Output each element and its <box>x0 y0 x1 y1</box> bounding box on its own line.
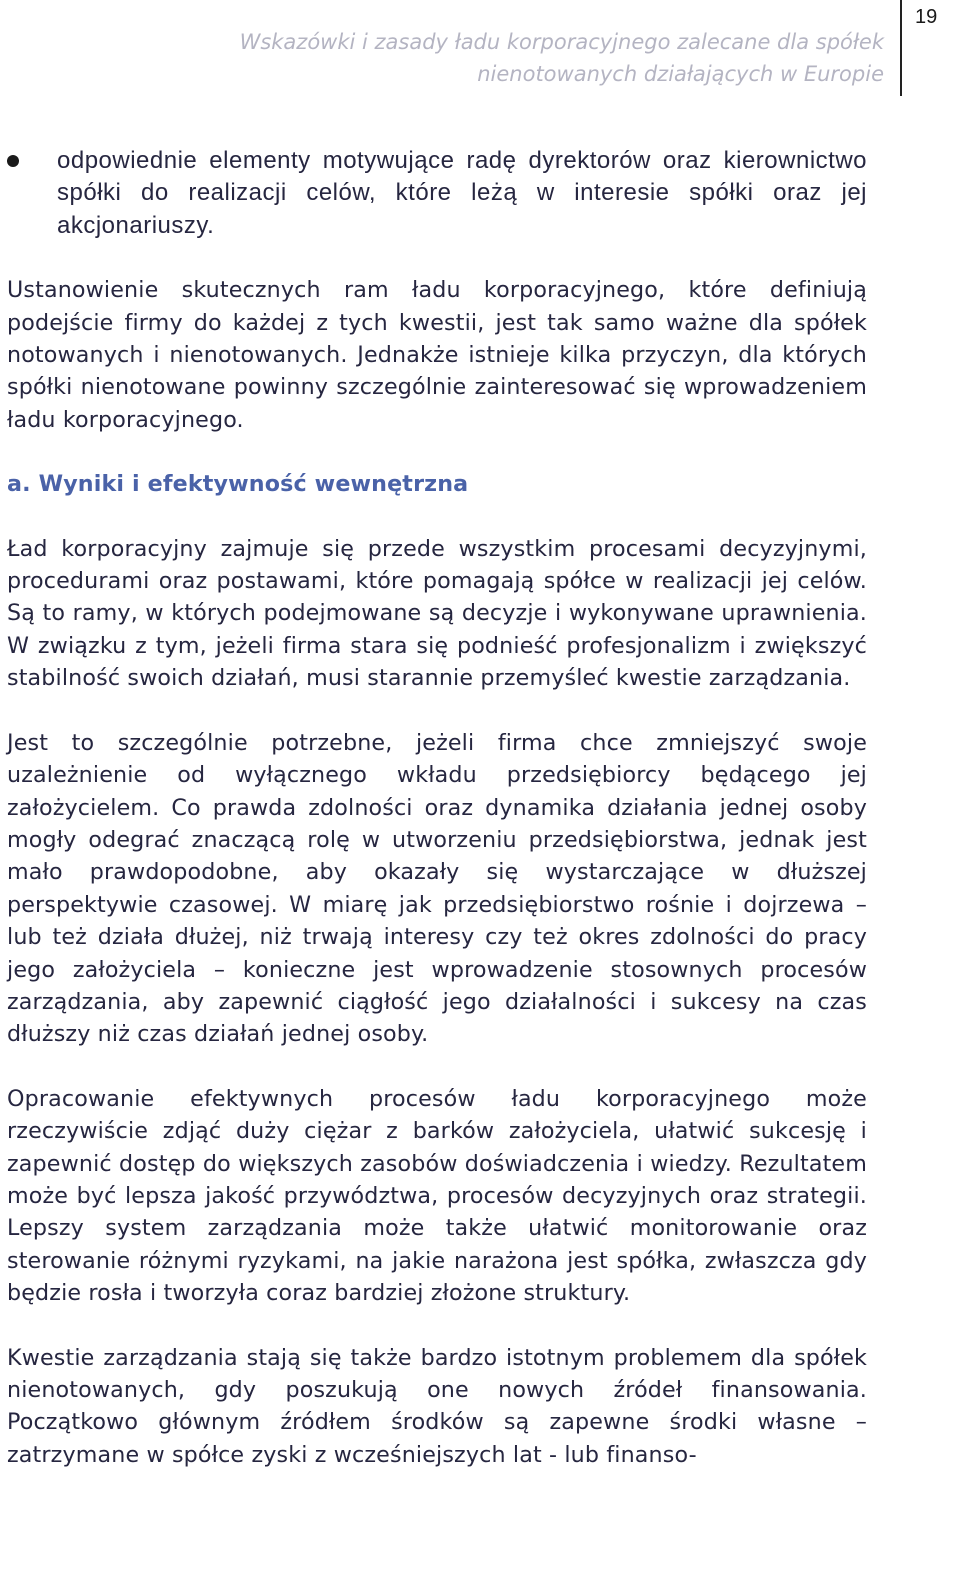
page-number: 19 <box>915 6 938 28</box>
bullet-text: odpowiednie elementy motywujące radę dyrektorów oraz kierownictwo spółki do realizacji celów, które leżą w interesie spółki oraz jej akcjonariuszy. <box>57 147 867 239</box>
paragraph-5: Kwestie zarządzania stają się także bardzo istotnym problemem dla spółek nienotowanych, gdy poszukują one nowych źródeł finansowania. Początkowo głównym źródłem środków są zapewne środki własne – zatrzymane w spółce zyski z wcześniejszych lat - lub finanso- <box>7 1344 867 1468</box>
paragraph-3: Jest to szczególnie potrzebne, jeżeli firma chce zmniejszyć swoje uzależnienie od wyłącznego wkładu przedsiębiorcy będącego jej założycielem. Co prawda zdolności oraz dynamika działania jednej osoby mogły odegrać znaczącą rolę w utworzeniu przedsiębiorstwa, jednak jest mało prawdopodobne, aby okazały się wystarczające w dłuższej perspektywie czasowej. W miarę jak przedsiębiorstwo rośnie i dojrzewa – lub też działa dłużej, niż trwają interesy czy też okres zdolności do pracy jego założyciela – konieczne jest wprowadzenie stosownych procesów zarządzania, aby zapewnić ciągłość jego działalności i sukcesy na czas dłuższy niż czas działań jednej osoby. <box>7 729 867 1048</box>
page-body <box>7 145 867 1503</box>
paragraph-4: Opracowanie efektywnych procesów ładu korporacyjnego może rzeczywiście zdjąć duży ciężar z barków założyciela, ułatwić sukcesję i zapewnić dostęp do większych zasobów doświadczenia i wiedzy. Rezultatem może być lepsza jakość przywództwa, procesów decyzyjnych oraz strategii. Lepszy system zarządzania może także ułatwić monitorowanie oraz sterowanie różnymi ryzykami, na jakie narażona jest spółka, zwłaszcza gdy będzie rosła i tworzyła coraz bardziej złożone struktury. <box>7 1085 867 1307</box>
paragraph-1: Ustanowienie skutecznych ram ładu korporacyjnego, które definiują podejście firmy do każdej z tych kwestii, jest tak samo ważne dla spółek notowanych i nienotowanych. Jednakże istnieje kilka przyczyn, dla których spółki nienotowane powinny szczególnie zainteresować się wprowadzeniem ładu korporacyjnego. <box>7 277 867 433</box>
running-header <box>0 26 884 90</box>
bullet-list-item <box>7 145 867 242</box>
section-heading: a. Wyniki i efektywność wewnętrzna <box>7 471 469 498</box>
running-header-line-1: Wskazówki i zasady ładu korporacyjnego zalecane dla spółek <box>239 30 884 54</box>
running-header-line-2: nienotowanych działających w Europie <box>477 62 884 86</box>
header-divider <box>900 0 902 96</box>
paragraph-2: Ład korporacyjny zajmuje się przede wszystkim procesami decyzyjnymi, procedurami oraz postawami, które pomagają spółce w realizacji jej celów. Są to ramy, w których podejmowane są decyzje i wykonywane uprawnienia. W związku z tym, jeżeli firma stara się podnieść profesjonalizm i zwiększyć stabilność swoich działań, musi starannie przemyśleć kwestie zarządzania. <box>7 535 867 692</box>
bullet-icon <box>7 155 19 167</box>
